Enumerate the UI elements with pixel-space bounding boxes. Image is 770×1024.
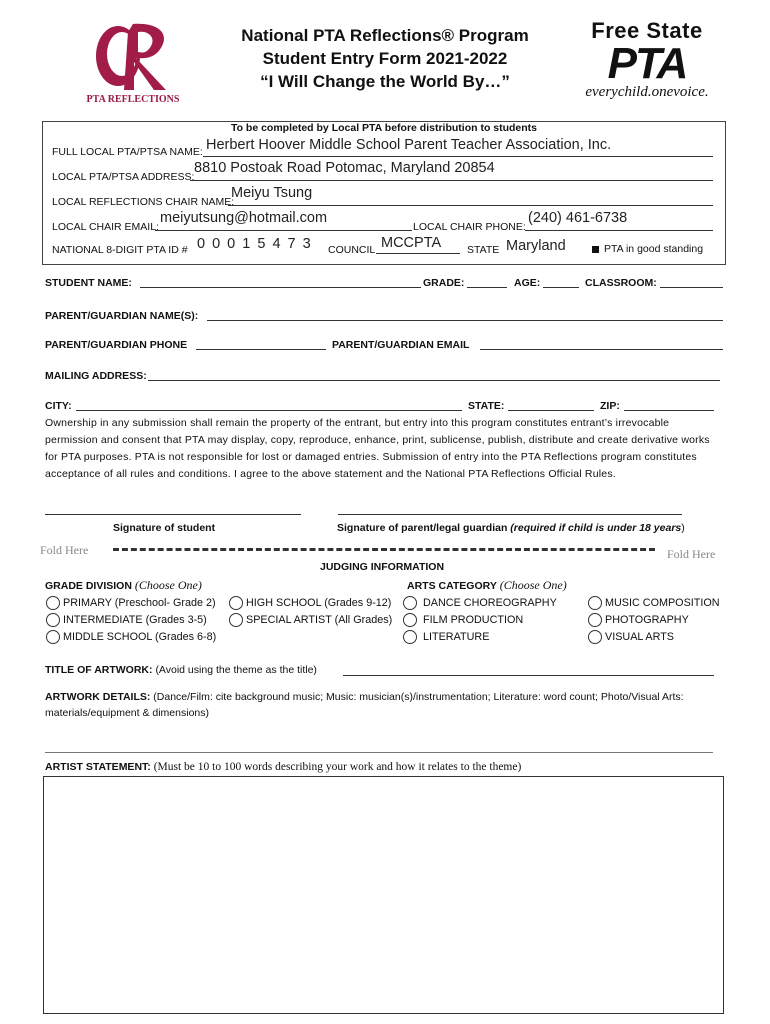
state-field-local[interactable]: Maryland <box>506 238 566 254</box>
arts-option-visual[interactable] <box>588 630 674 644</box>
artist-statement-row <box>45 761 521 773</box>
arts-option-label: DANCE CHOREOGRAPHY <box>423 597 557 609</box>
state-field[interactable] <box>508 410 594 411</box>
grade-option-label: MIDDLE SCHOOL (Grades 6-8) <box>63 631 217 643</box>
fold-here-left: Fold Here <box>40 543 89 557</box>
radio-icon[interactable] <box>46 596 60 610</box>
radio-icon[interactable] <box>229 596 243 610</box>
pta-name-field[interactable]: Herbert Hoover Middle School Parent Teacher Association, Inc. <box>206 137 612 153</box>
radio-icon[interactable] <box>403 613 417 627</box>
pta-id-label: NATIONAL 8-DIGIT PTA ID # <box>52 244 188 256</box>
chair-email-line <box>155 230 412 231</box>
grade-option-label: PRIMARY (Preschool- Grade 2) <box>63 597 216 609</box>
form-title <box>225 24 545 93</box>
arts-option-label: PHOTOGRAPHY <box>605 614 689 626</box>
artwork-details-field[interactable] <box>45 752 713 753</box>
reflections-r-icon <box>78 14 188 94</box>
arts-category-choose: (Choose One) <box>499 578 567 592</box>
grade-option-label: SPECIAL ARTIST (All Grades) <box>246 614 393 626</box>
pta-address-field[interactable]: 8810 Postoak Road Potomac, Maryland 20854 <box>194 160 495 176</box>
artwork-details-row <box>45 689 725 721</box>
grade-option-special[interactable] <box>229 613 392 627</box>
grade-option-label: HIGH SCHOOL (Grades 9-12) <box>246 597 392 609</box>
classroom-field[interactable] <box>660 287 723 288</box>
arts-category-heading <box>407 578 567 593</box>
judging-heading: JUDGING INFORMATION <box>320 561 445 573</box>
chair-email-field[interactable]: meiyutsung@hotmail.com <box>160 210 328 226</box>
pta-reflections-logo <box>78 14 188 110</box>
grade-option-high[interactable] <box>229 596 391 610</box>
grade-division-choose: (Choose One) <box>134 578 202 592</box>
free-state-pta-logo <box>572 18 722 101</box>
arts-category-title: ARTS CATEGORY <box>407 580 497 592</box>
fs-top-text: Free State <box>591 18 703 43</box>
title-line-1: National PTA Reflections® Program <box>241 26 529 45</box>
radio-icon[interactable] <box>403 596 417 610</box>
arts-option-dance[interactable] <box>403 596 557 610</box>
student-signature-line[interactable] <box>45 514 301 515</box>
fold-here-right: Fold Here <box>667 547 716 561</box>
chair-name-line <box>228 205 713 206</box>
chair-name-field[interactable]: Meiyu Tsung <box>231 185 313 201</box>
guardian-email-field[interactable] <box>480 349 723 350</box>
artist-statement-textarea[interactable] <box>43 776 724 1014</box>
guardian-signature-close: ) <box>681 522 685 534</box>
good-standing-label: PTA in good standing <box>604 243 704 255</box>
arts-option-label: VISUAL ARTS <box>605 631 675 643</box>
artwork-details-label: ARTWORK DETAILS: <box>45 691 151 703</box>
radio-icon[interactable] <box>229 613 243 627</box>
student-signature-label: Signature of student <box>113 522 216 534</box>
guardian-name-field[interactable] <box>207 320 723 321</box>
arts-option-label: FILM PRODUCTION <box>423 614 524 626</box>
age-label: AGE: <box>514 277 541 289</box>
fold-line <box>113 548 655 551</box>
pta-id-field[interactable]: 0 0 0 1 5 4 7 3 <box>197 236 313 252</box>
guardian-phone-label: PARENT/GUARDIAN PHONE <box>45 339 188 351</box>
arts-option-photo[interactable] <box>588 613 689 627</box>
artwork-title-field[interactable] <box>343 675 714 676</box>
zip-field[interactable] <box>624 410 714 411</box>
good-standing[interactable] <box>592 243 703 255</box>
state-label-local: STATE <box>467 244 500 256</box>
mailing-address-label: MAILING ADDRESS: <box>45 370 147 382</box>
radio-icon[interactable] <box>588 596 602 610</box>
radio-icon[interactable] <box>46 613 60 627</box>
grade-option-middle[interactable] <box>46 630 216 644</box>
artist-statement-label: ARTIST STATEMENT: <box>45 761 151 773</box>
arts-option-literature[interactable] <box>403 630 489 644</box>
arts-option-label: MUSIC COMPOSITION <box>605 597 720 609</box>
chair-email-label: LOCAL CHAIR EMAIL: <box>52 221 159 233</box>
student-name-label: STUDENT NAME: <box>45 277 132 289</box>
pta-address-label: LOCAL PTA/PTSA ADDRESS: <box>52 171 195 183</box>
radio-icon[interactable] <box>588 630 602 644</box>
city-field[interactable] <box>76 410 462 411</box>
arts-option-music[interactable] <box>588 596 720 610</box>
artwork-details-hint: (Dance/Film: cite background music; Music: musician(s)/instrumentation; Literature: word count; Photo/Visual Arts: materials/equipment & dimensions) <box>45 691 684 719</box>
radio-icon[interactable] <box>403 630 417 644</box>
chair-phone-label: LOCAL CHAIR PHONE: <box>413 221 526 233</box>
guardian-name-label: PARENT/GUARDIAN NAME(S): <box>45 310 199 322</box>
radio-icon[interactable] <box>588 613 602 627</box>
radio-icon[interactable] <box>46 630 60 644</box>
zip-label: ZIP: <box>600 400 620 412</box>
grade-field[interactable] <box>467 287 507 288</box>
council-label: COUNCIL <box>328 244 376 256</box>
grade-division-title: GRADE DIVISION <box>45 580 132 592</box>
consent-paragraph: Ownership in any submission shall remain the property of the entrant, but entry into this program constitutes entrant’s irrevocable permission and consent that PTA may display, copy, reproduce, enhance, print, sublicense, publish, distribute and create derivative works for PTA purposes. PTA is not responsible for lost or damaged entries. Submission of entry into the PTA Reflections program constitutes acceptance of all rules and conditions. I agree to the above statement and the National PTA Reflections Official Rules. <box>45 417 710 480</box>
guardian-email-label: PARENT/GUARDIAN EMAIL <box>332 339 470 351</box>
good-standing-checkbox[interactable] <box>592 246 599 253</box>
guardian-signature-text: Signature of parent/legal guardian <box>337 522 508 534</box>
grade-division-heading <box>45 578 202 593</box>
artwork-title-hint: (Avoid using the theme as the title) <box>155 664 317 676</box>
pta-name-label: FULL LOCAL PTA/PTSA NAME: <box>52 146 203 158</box>
grade-option-label: INTERMEDIATE (Grades 3-5) <box>63 614 207 626</box>
artwork-title-label: TITLE OF ARTWORK: <box>45 664 153 676</box>
student-name-field[interactable] <box>140 287 421 288</box>
artwork-title-row <box>45 664 317 676</box>
title-line-3: “I Will Change the World By…” <box>260 72 510 91</box>
title-line-2: Student Entry Form 2021-2022 <box>262 49 508 68</box>
artist-statement-hint: (Must be 10 to 100 words describing your work and how it relates to the theme) <box>153 761 522 773</box>
pta-name-line <box>203 156 713 157</box>
logo-text: PTA REFLECTIONS <box>86 94 180 105</box>
state-label: STATE: <box>468 400 505 412</box>
grade-label: GRADE: <box>423 277 465 289</box>
arts-option-label: LITERATURE <box>423 631 490 643</box>
pta-address-line <box>190 180 713 181</box>
grade-option-intermediate[interactable] <box>46 613 207 627</box>
chair-phone-line <box>525 230 713 231</box>
local-pta-heading: To be completed by Local PTA before distribution to students <box>230 122 538 134</box>
chair-phone-field[interactable]: (240) 461-6738 <box>528 210 628 226</box>
guardian-signature-line[interactable] <box>338 514 682 515</box>
age-field[interactable] <box>543 287 579 288</box>
arts-option-film[interactable] <box>403 613 523 627</box>
council-field[interactable]: MCCPTA <box>381 235 442 251</box>
council-line <box>376 253 460 254</box>
fs-pta-text: PTA <box>607 39 687 88</box>
guardian-signature-note: (required if child is under 18 years <box>510 522 682 534</box>
grade-option-primary[interactable] <box>46 596 216 610</box>
classroom-label: CLASSROOM: <box>585 277 657 289</box>
fs-tagline: everychild.onevoice. <box>585 84 709 100</box>
city-label: CITY: <box>45 400 72 412</box>
mailing-address-field[interactable] <box>148 380 720 381</box>
guardian-signature-label <box>337 522 685 534</box>
chair-name-label: LOCAL REFLECTIONS CHAIR NAME: <box>52 196 235 208</box>
guardian-phone-field[interactable] <box>196 349 326 350</box>
